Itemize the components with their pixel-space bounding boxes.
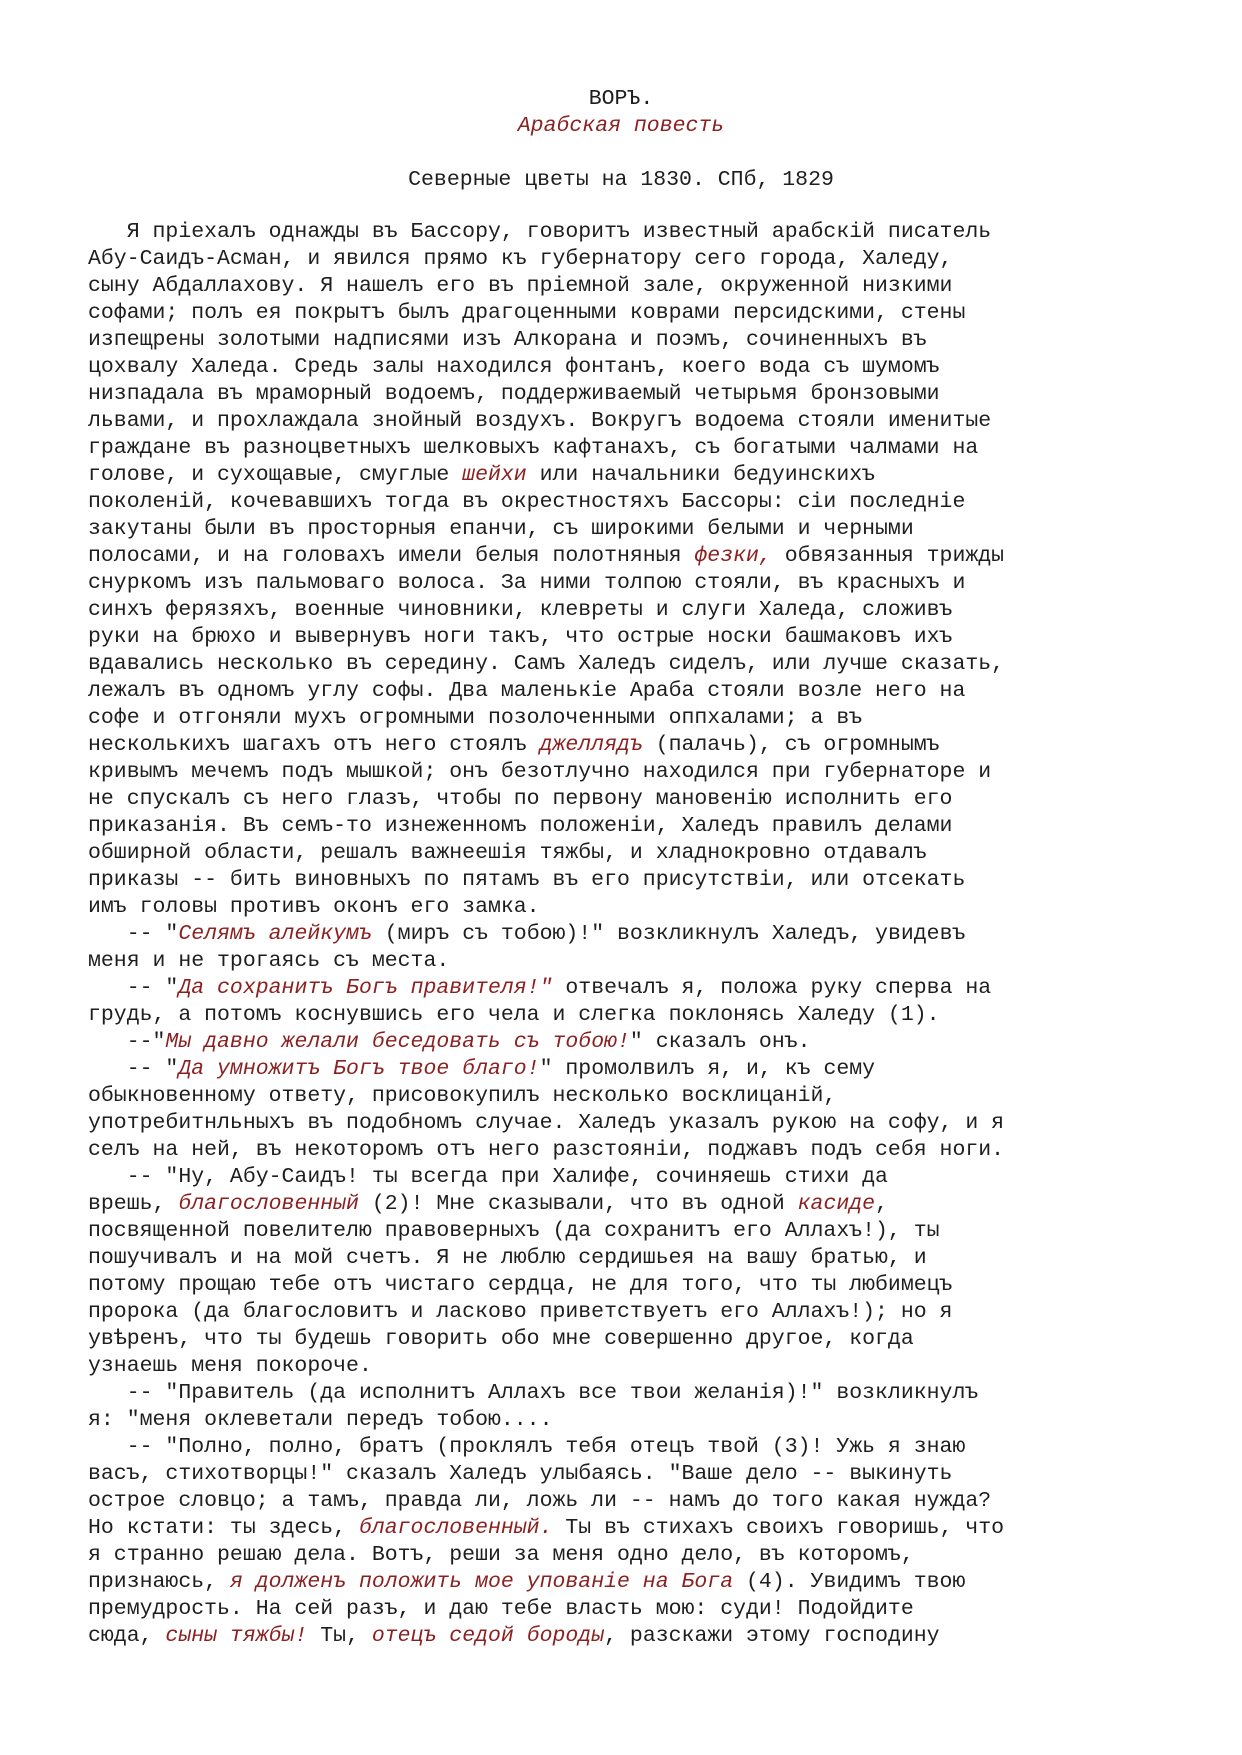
text-segment: -- "	[88, 1057, 179, 1081]
text-segment: приказы -- бить виновныхъ по пятамъ въ его присутствіи, или отсекать	[88, 868, 966, 892]
text-segment: селъ на ней, въ некоторомъ отъ него разстояніи, поджавъ подъ себя ноги.	[88, 1138, 1005, 1162]
text-segment: Ты въ стихахъ своихъ говоришь, что	[552, 1516, 1005, 1540]
text-segment: грудь, а потомъ коснувшись его чела и слегка поклонясь Халеду (1).	[88, 1003, 940, 1027]
highlighted-phrase: благословенный	[178, 1192, 359, 1216]
text-line	[88, 1272, 1208, 1299]
text-line	[88, 732, 1208, 759]
text-segment: поколеній, кочевавшихъ тогда въ окрестностяхъ Бассоры: сіи последніе	[88, 490, 966, 514]
text-segment: Ты,	[307, 1624, 372, 1648]
text-line	[88, 1542, 1208, 1569]
text-segment: острое словцо; а тамъ, правда ли, ложь ли -- намъ до того какая нужда?	[88, 1489, 992, 1513]
text-segment: или начальники бедуинскихъ	[526, 463, 876, 487]
text-line	[88, 1083, 1208, 1110]
highlighted-phrase: благословенный.	[358, 1516, 553, 1540]
text-segment: отвечалъ я, положа руку сперва на	[552, 976, 992, 1000]
text-line	[88, 1596, 1208, 1623]
story-title: ВОРЪ.	[588, 87, 654, 111]
text-segment: врешь,	[88, 1192, 179, 1216]
text-segment: пророка (да благословитъ и ласково приветствуетъ его Аллахъ!); но я	[88, 1300, 953, 1324]
highlighted-phrase: Да умножитъ Богъ твое благо!	[178, 1057, 540, 1081]
text-segment: Абу-Саидъ-Асман, и явился прямо къ губернатору сего города, Халеду,	[88, 247, 953, 271]
text-line	[88, 489, 1208, 516]
text-line	[88, 435, 1208, 462]
text-segment: премудрость. На сей разъ, и даю тебе власть мою: суди! Подойдите	[88, 1597, 914, 1621]
text-segment: -- "Полно, полно, братъ (проклялъ тебя отецъ твой (3)! Ужь я знаю	[88, 1435, 966, 1459]
highlighted-phrase: шейхи	[462, 463, 527, 487]
text-line	[88, 1056, 1208, 1083]
text-segment: -- "Правитель (да исполнитъ Аллахъ все твои желанія)!" возкликнулъ	[88, 1381, 979, 1405]
text-line	[88, 1461, 1208, 1488]
text-line	[88, 1110, 1208, 1137]
text-segment: -- "Ну, Абу-Саидъ! ты всегда при Халифе, сочиняешь стихи да	[88, 1165, 888, 1189]
text-line	[88, 1569, 1208, 1596]
text-line	[88, 1218, 1208, 1245]
text-segment: потому прощаю тебе отъ чистаго сердца, не для того, что ты любимецъ	[88, 1273, 953, 1297]
text-segment: " сказалъ онъ.	[629, 1030, 811, 1054]
text-segment: софе и отгоняли мухъ огромными позолоченными оппхалами; а въ	[88, 706, 863, 730]
text-segment: закутаны были въ просторныя епанчи, съ широкими белыми и черными	[88, 517, 914, 541]
text-segment: Но кстати: ты здесь,	[88, 1516, 359, 1540]
text-segment: граждане въ разноцветныхъ шелковыхъ кафтанахъ, съ богатыми чалмами на	[88, 436, 979, 460]
text-line	[88, 1191, 1208, 1218]
text-line	[88, 705, 1208, 732]
document-header	[0, 86, 1242, 194]
text-segment: голове, и сухощавые, смуглые	[88, 463, 463, 487]
text-line	[88, 678, 1208, 705]
text-segment: вдавались несколько въ середину. Самъ Халедъ сиделъ, или лучше сказать,	[88, 652, 1005, 676]
text-segment: узнаешь меня покороче.	[88, 1354, 372, 1378]
text-line	[88, 1623, 1208, 1650]
text-line	[88, 516, 1208, 543]
text-line	[88, 1245, 1208, 1272]
text-line	[88, 651, 1208, 678]
text-segment: васъ, стихотворцы!" сказалъ Халедъ улыбаясь. "Ваше дело -- выкинуть	[88, 1462, 953, 1486]
text-segment: увѣренъ, что ты будешь говорить обо мне совершенно другое, когда	[88, 1327, 914, 1351]
text-line	[88, 570, 1208, 597]
text-segment: не спускалъ съ него глазъ, чтобы по первону мановенію исполнить его	[88, 787, 953, 811]
text-segment: (миръ съ тобою)!" возкликнулъ Халедъ, увидевъ	[371, 922, 966, 946]
text-segment: обширной области, решалъ важнеешія тяжбы, и хладнокровно отдавалъ	[88, 841, 927, 865]
text-segment: софами; полъ ея покрытъ былъ драгоценными коврами персидскими, стены	[88, 301, 966, 325]
text-line	[88, 1029, 1208, 1056]
text-segment: меня и не трогаясь съ места.	[88, 949, 450, 973]
text-segment: посвященной повелителю правоверныхъ (да сохранитъ его Аллахъ!), ты	[88, 1219, 940, 1243]
text-line	[88, 327, 1208, 354]
text-line	[88, 894, 1208, 921]
text-line	[88, 219, 1208, 246]
text-line	[88, 1164, 1208, 1191]
text-line	[88, 1407, 1208, 1434]
text-segment: я странно решаю дела. Вотъ, реши за меня одно дело, въ которомъ,	[88, 1543, 914, 1567]
text-line	[88, 1002, 1208, 1029]
text-line	[88, 921, 1208, 948]
highlighted-phrase: Да сохранитъ Богъ правителя!"	[178, 976, 553, 1000]
text-segment: изпещрены золотыми надписями изъ Алкорана и поэмъ, сочиненныхъ въ	[88, 328, 927, 352]
highlighted-phrase: я долженъ положить мое упованіе на Бога	[229, 1570, 734, 1594]
text-segment: низпадала въ мраморный водоемъ, поддерживаемый четырьмя бронзовыми	[88, 382, 940, 406]
text-segment: сыну Абдаллахову. Я нашелъ его въ пріемной зале, окруженной низкими	[88, 274, 953, 298]
text-line	[88, 408, 1208, 435]
text-segment: Я пріехалъ однажды въ Бассору, говоритъ известный арабскій писатель	[88, 220, 992, 244]
text-segment: несколькихъ шагахъ отъ него стоялъ	[88, 733, 540, 757]
text-line	[88, 624, 1208, 651]
text-segment: ,	[875, 1192, 888, 1216]
highlighted-phrase: сыны тяжбы!	[165, 1624, 308, 1648]
text-segment: обыкновенному ответу, присовокупилъ несколько восклицаній,	[88, 1084, 837, 1108]
text-line	[88, 381, 1208, 408]
text-segment: руки на брюхо и вывернувъ ноги такъ, что острые носки башмаковъ ихъ	[88, 625, 953, 649]
text-line	[88, 840, 1208, 867]
text-segment: , разскажи этому господину	[604, 1624, 940, 1648]
text-segment: (4). Увидимъ твою	[733, 1570, 966, 1594]
text-segment: я: "меня оклеветали передъ тобою....	[88, 1408, 553, 1432]
text-line	[88, 786, 1208, 813]
text-line	[88, 597, 1208, 624]
text-line	[88, 813, 1208, 840]
highlighted-phrase: Селямъ алейкумъ	[178, 922, 372, 946]
text-segment: снуркомъ изъ пальмоваго волоса. За ними толпою стояли, въ красныхъ и	[88, 571, 966, 595]
story-body	[88, 219, 1208, 1650]
text-segment: синхъ ферязяхъ, военные чиновники, клевреты и слуги Халеда, сложивъ	[88, 598, 953, 622]
text-segment: признаюсь,	[88, 1570, 230, 1594]
text-segment: --"	[88, 1030, 166, 1054]
text-segment: сюда,	[88, 1624, 166, 1648]
text-line	[88, 1434, 1208, 1461]
highlighted-phrase: фезки,	[694, 544, 772, 568]
text-line	[88, 975, 1208, 1002]
text-line	[88, 1488, 1208, 1515]
text-segment: пошучивалъ и на мой счетъ. Я не люблю сердишьея на вашу братью, и	[88, 1246, 927, 1270]
text-line	[88, 543, 1208, 570]
text-line	[88, 867, 1208, 894]
text-segment: (2)! Мне сказывали, что въ одной	[358, 1192, 798, 1216]
text-line	[88, 1353, 1208, 1380]
text-line	[88, 354, 1208, 381]
text-line	[88, 462, 1208, 489]
story-subtitle: Арабская повесть	[517, 114, 725, 138]
highlighted-phrase: Мы давно желали беседовать съ тобою!	[165, 1030, 630, 1054]
text-line	[88, 948, 1208, 975]
text-segment: имъ головы противъ оконъ его замка.	[88, 895, 540, 919]
text-segment: употребитнльныхъ въ подобномъ случае. Халедъ указалъ рукою на софу, и я	[88, 1111, 1005, 1135]
text-segment: цохвалу Халеда. Средь залы находился фонтанъ, коего вода съ шумомъ	[88, 355, 940, 379]
text-segment: " промолвилъ я, и, къ сему	[539, 1057, 876, 1081]
highlighted-phrase: джеллядъ	[539, 733, 643, 757]
publication-source: Северные цветы на 1830. СПб, 1829	[408, 168, 834, 192]
text-line	[88, 1380, 1208, 1407]
text-segment: обвязанныя трижды	[771, 544, 1005, 568]
text-line	[88, 273, 1208, 300]
text-line	[88, 759, 1208, 786]
text-segment: кривымъ мечемъ подъ мышкой; онъ безотлучно находился при губернаторе и	[88, 760, 992, 784]
text-line	[88, 1515, 1208, 1542]
highlighted-phrase: касиде	[797, 1192, 876, 1216]
text-segment: львами, и прохлаждала знойный воздухъ. Вокругъ водоема стояли именитые	[88, 409, 992, 433]
text-segment: -- "	[88, 976, 179, 1000]
text-line	[88, 1299, 1208, 1326]
text-line	[88, 300, 1208, 327]
text-segment: лежалъ въ одномъ углу софы. Два маленькіе Араба стояли возле него на	[88, 679, 966, 703]
text-segment: полосами, и на головахъ имели белыя полотняныя	[88, 544, 695, 568]
text-segment: -- "	[88, 922, 179, 946]
text-segment: (палачь), съ огромнымъ	[642, 733, 940, 757]
text-line	[88, 246, 1208, 273]
text-segment: приказанія. Въ семъ-то изнеженномъ положеніи, Халедъ правилъ делами	[88, 814, 953, 838]
text-line	[88, 1326, 1208, 1353]
text-line	[88, 1137, 1208, 1164]
highlighted-phrase: отецъ седой бороды	[371, 1624, 605, 1648]
